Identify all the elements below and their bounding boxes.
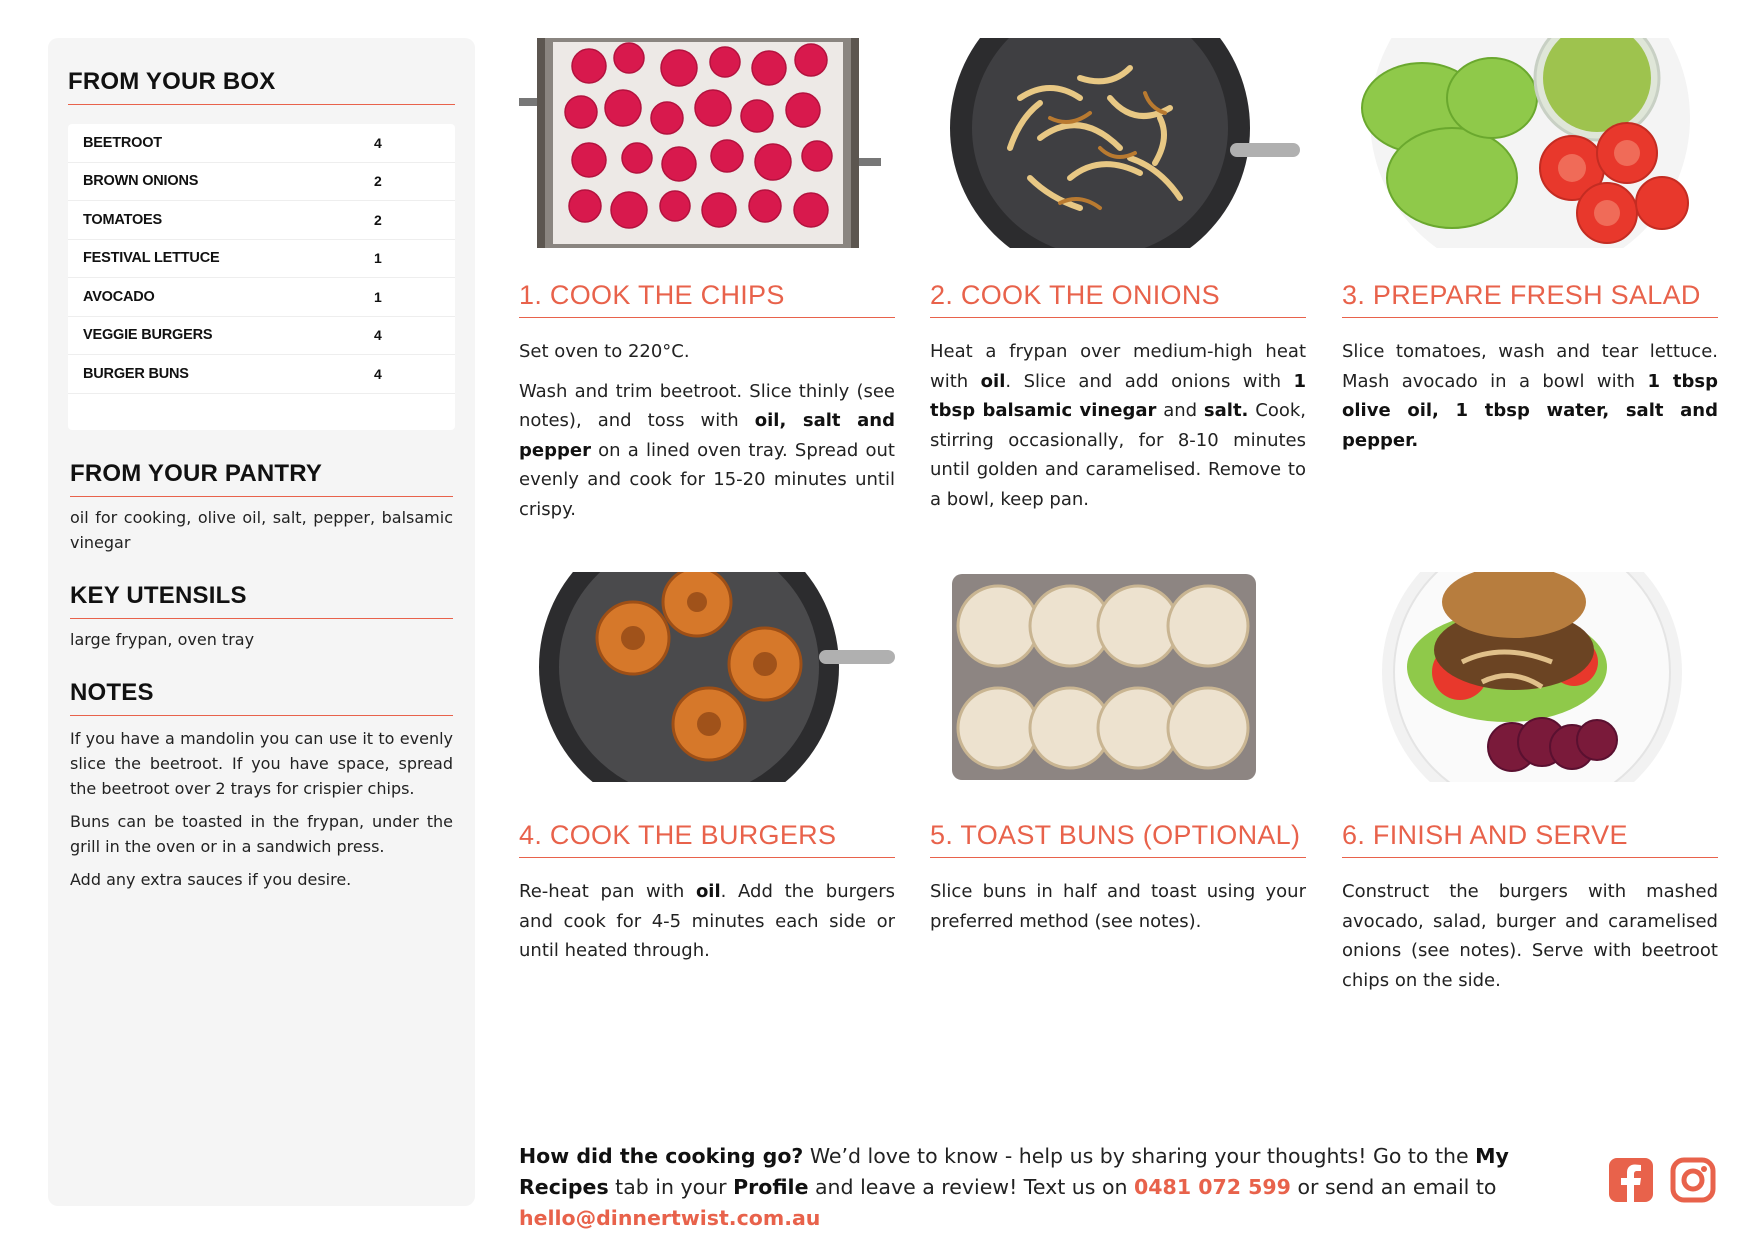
instagram-icon[interactable] (1670, 1157, 1716, 1203)
ingredient-qty: 4 (374, 327, 382, 344)
step-6-title: 6. FINISH AND SERVE (1342, 820, 1718, 858)
text-run: and leave a review! Text us on (808, 1175, 1135, 1199)
ingredient-highlight: 1 tbsp olive oil, 1 tbsp water, salt and pepper. (1342, 370, 1718, 451)
ingredient-highlight: oil (980, 370, 1006, 392)
step-5-paragraph: Slice buns in half and toast using your preferred method (see notes). (930, 881, 1306, 932)
ingredient-row (68, 124, 455, 163)
ingredient-row (68, 317, 455, 356)
step-2-title: 2. COOK THE ONIONS (930, 280, 1306, 318)
ingredient-name: TOMATOES (83, 211, 162, 228)
text-run: tab in your (608, 1175, 734, 1199)
phone-link[interactable]: 0481 072 599 (1134, 1175, 1291, 1199)
my-recipes-label: My Recipes (519, 1144, 1509, 1199)
facebook-icon[interactable] (1608, 1157, 1654, 1203)
step-6-photo (1342, 572, 1718, 782)
step-1-text (519, 337, 895, 524)
step-2-photo (930, 38, 1306, 248)
pantry-text: oil for cooking, olive oil, salt, pepper, balsamic vinegar (70, 508, 453, 552)
ingredient-highlight: oil (695, 881, 721, 902)
utensils-section (70, 582, 453, 652)
pantry-heading: FROM YOUR PANTRY (70, 460, 453, 497)
ingredient-table (68, 124, 455, 430)
step-2-paragraph (930, 337, 1306, 514)
ingredient-name: VEGGIE BURGERS (83, 327, 213, 344)
step-2-text (930, 337, 1306, 514)
ingredient-qty: 4 (374, 365, 382, 382)
step-6-paragraph: Construct the burgers with mashed avocado, salad, burger and caramelised onions (see notes). Serve with beetroot chips on the side. (1342, 881, 1718, 991)
step-4-title: 4. COOK THE BURGERS (519, 820, 895, 858)
text-run: or send an email to (1290, 1175, 1497, 1199)
utensils-text: large frypan, oven tray (70, 630, 255, 649)
step-4-paragraph (519, 877, 895, 966)
step-5-title: 5. TOAST BUNS (OPTIONAL) (930, 820, 1306, 858)
ingredient-qty: 2 (374, 211, 382, 228)
text-run: Slice tomatoes, wash and tear lettuce. Mash avocado in a bowl with (1342, 341, 1718, 392)
step-3-paragraph (1342, 337, 1718, 455)
step-1-photo (519, 38, 895, 248)
step-5-text (930, 877, 1306, 936)
ingredient-row (68, 240, 455, 279)
ingredient-row (68, 163, 455, 202)
feedback-footer (519, 1141, 1589, 1234)
text-run: and (1156, 400, 1204, 421)
ingredient-qty: 1 (374, 250, 382, 267)
ingredients-sidebar (48, 38, 475, 1206)
text-run: Heat a frypan over medium-high heat with (930, 341, 1306, 392)
ingredient-row (68, 278, 455, 317)
ingredient-name: BEETROOT (83, 134, 162, 151)
step-1-line-2 (519, 377, 895, 525)
step-3-photo (1342, 38, 1718, 248)
pantry-section (70, 460, 453, 555)
text-run: . Add the burgers and cook for 4-5 minutes each side or until heated through. (519, 881, 895, 961)
step-5-photo (930, 572, 1306, 782)
text-run: Cook, stirring occasionally, for 8-10 minutes until golden and caramelised. Remove to a bowl, keep pan. (930, 400, 1306, 510)
text-run: . Slice and add onions with (1005, 370, 1294, 392)
step-1-line-1: Set oven to 220°C. (519, 341, 690, 362)
ingredient-qty: 1 (374, 288, 382, 305)
from-your-box-heading: FROM YOUR BOX (68, 68, 455, 105)
step-4-photo (519, 572, 895, 782)
footer-question: How did the cooking go? (519, 1144, 804, 1168)
note-paragraph: Add any extra sauces if you desire. (70, 870, 352, 889)
utensils-heading: KEY UTENSILS (70, 582, 453, 619)
text-run: We’d love to know - help us by sharing your thoughts! Go to the (803, 1144, 1476, 1168)
text-run: Wash and trim beetroot. Slice thinly (see notes), and toss with (519, 380, 895, 431)
ingredient-qty: 2 (374, 173, 382, 190)
step-4-text (519, 877, 895, 966)
notes-section (70, 679, 453, 892)
ingredient-highlight: 1 tbsp balsamic vinegar (930, 370, 1306, 421)
ingredient-qty: 4 (374, 134, 382, 151)
text-run: on a lined oven tray. Spread out evenly and cook for 15-20 minutes until crispy. (519, 439, 895, 520)
ingredient-name: BROWN ONIONS (83, 173, 199, 190)
ingredient-name: FESTIVAL LETTUCE (83, 250, 220, 267)
email-link[interactable]: hello@dinnertwist.com.au (519, 1206, 821, 1230)
note-paragraph: Buns can be toasted in the frypan, under the grill in the oven or in a sandwich press. (70, 812, 453, 856)
ingredient-row (68, 355, 455, 394)
step-6-text (1342, 877, 1718, 995)
ingredient-name: AVOCADO (83, 288, 155, 305)
step-1-title: 1. COOK THE CHIPS (519, 280, 895, 318)
ingredient-name: BURGER BUNS (83, 365, 189, 382)
note-paragraph: If you have a mandolin you can use it to evenly slice the beetroot. If you have space, spread the beetroot over 2 trays for crispier chips. (70, 729, 453, 798)
step-3-title: 3. PREPARE FRESH SALAD (1342, 280, 1718, 318)
ingredient-highlight: salt. (1203, 400, 1249, 421)
step-3-text (1342, 337, 1718, 455)
profile-label: Profile (733, 1175, 809, 1199)
text-run: Re-heat pan with (519, 881, 696, 902)
ingredient-highlight: oil, salt and pepper (519, 410, 895, 461)
ingredient-row (68, 201, 455, 240)
notes-heading: NOTES (70, 679, 453, 716)
